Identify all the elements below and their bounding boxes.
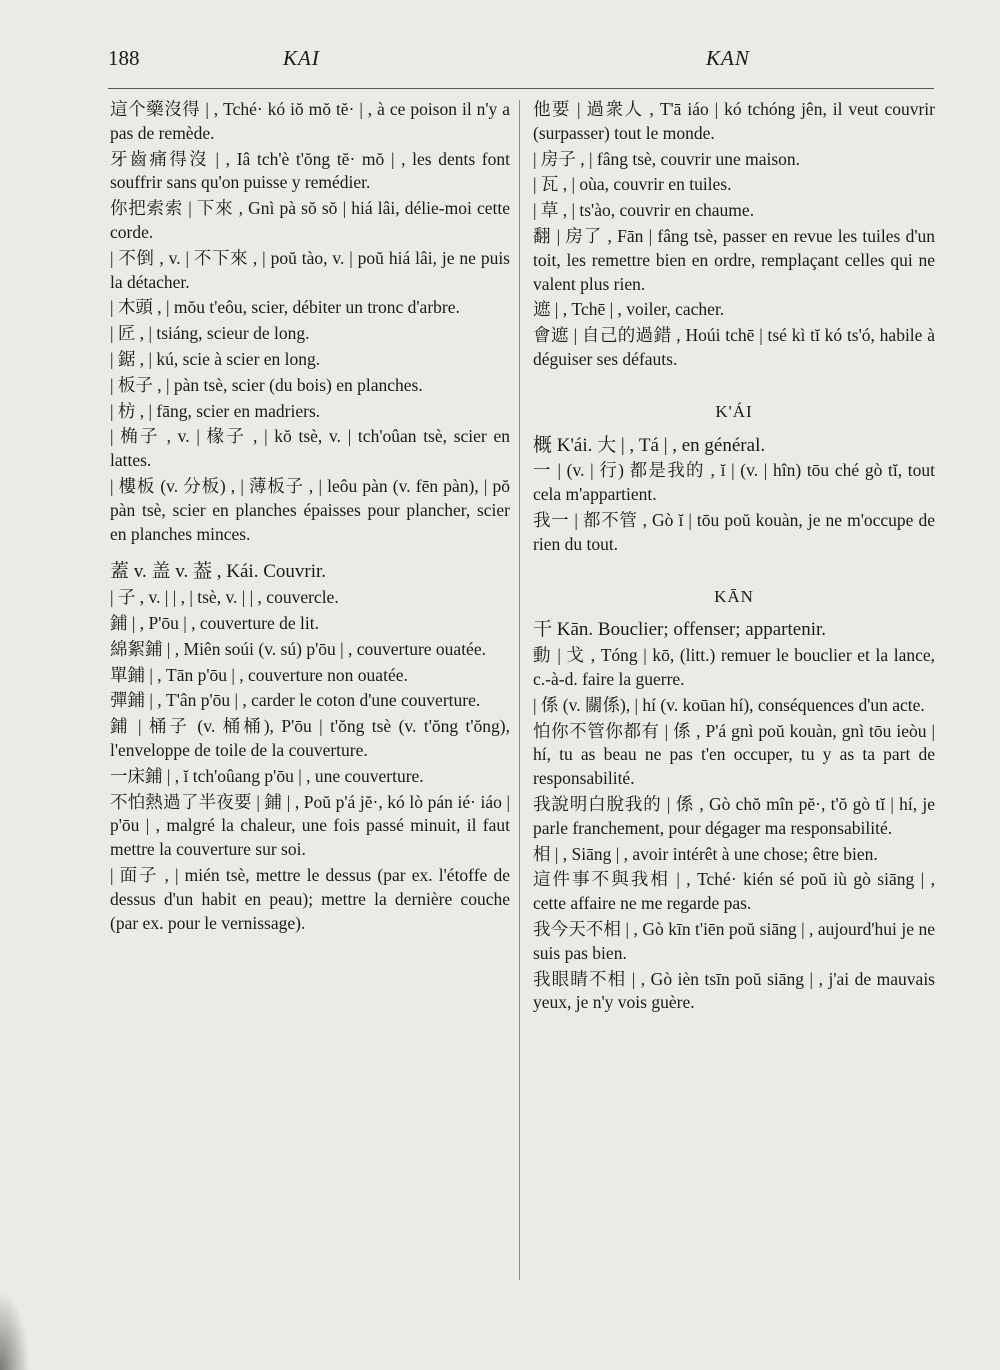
entry: 怕你不管你都有 | 係 , P'á gnì poŭ kouàn, gnì tōu ieòu | hí, tu as beau ne pas t'en occuper, tu y as ta part de responsabilité. xyxy=(533,720,935,789)
column-divider xyxy=(519,100,520,1280)
entry: 他要 | 過衆人 , T'ā iáo | kó tchóng jên, il veut couvrir (surpasser) tout le monde. xyxy=(533,99,935,143)
entry: 我今天不相 | , Gò kīn t'iēn poŭ siāng | , aujourd'hui je ne suis pas bien. xyxy=(533,918,935,963)
entry: | 係 (v. 關係), | hí (v. koūan hí), conséquences d'un acte. xyxy=(533,694,925,715)
entry: 這个藥沒得 | , Tché· kó iŏ mŏ tĕ· | , à ce poison il n'y a pas de remède. xyxy=(110,99,510,143)
entry: 一 | (v. | 行) 都是我的 , ĭ | (v. | hîn) tōu ché gò tĭ, tout cela m'appartient. xyxy=(533,460,935,505)
header-rule xyxy=(108,88,934,89)
entry: | 面子 , | mién tsè, mettre le dessus (par ex. l'étoffe de dessus d'un habit en peau); mettre la dernière couche (par ex. pour le vernissage). xyxy=(110,864,510,933)
entry: 牙齒痛得沒 | , Iâ tch'è t'ŏng tĕ· mŏ | , les dents font souffrir sans qu'on puisse y remédier. xyxy=(110,148,510,193)
entry: 綿絮鋪 | , Miên soúi (v. sú) p'ōu | , couverture ouatée. xyxy=(110,638,486,659)
entry: 遮 | , Tchē | , voiler, cacher. xyxy=(533,299,725,320)
page-edge-shadow xyxy=(0,1290,30,1370)
left-column xyxy=(110,98,510,937)
entry: | 房子 , | fâng tsè, couvrir une maison. xyxy=(533,148,801,169)
entry: 我說明白脫我的 | 係 , Gò chŏ mîn pĕ·, t'ŏ gò tĭ | hí, je parle franchement, pour dégager ma responsabilité. xyxy=(533,793,935,838)
entry: | 子 , v. | | , | tsè, v. | | , couvercle. xyxy=(110,587,339,608)
entry: | 枋 , | fāng, scier en madriers. xyxy=(110,400,321,421)
headword-entry: 干 Kān. Bouclier; offenser; appartenir. xyxy=(533,619,826,641)
entry: 一床鋪 | , ĭ tch'oûang p'ōu | , une couverture. xyxy=(110,765,424,786)
headword-entry: 概 K'ái. 大 | , Tá | , en général. xyxy=(533,434,766,456)
page-header xyxy=(108,46,934,76)
entry: | 鋸 , | kú, scie à scier en long. xyxy=(110,348,321,369)
headword-entry: 蓋 v. 盖 v. 葢 , Kái. Couvrir. xyxy=(110,561,327,583)
entry: | 匠 , | tsiáng, scieur de long. xyxy=(110,323,310,344)
entry: 你把索索 | 下來 , Gnì pà sŏ sŏ | hiá lâi, délie-moi cette corde. xyxy=(110,198,510,242)
right-running-head: KAN xyxy=(706,46,750,70)
entry: | 樓板 (v. 分板) , | 薄板子 , | leôu pàn (v. fēn pàn), | pŏ pàn tsè, scier en planches épaisses pour plancher, scier en planches minces. xyxy=(110,475,510,544)
right-column xyxy=(533,98,935,1017)
entry: 鋪 | 桶子 (v. 桶桶), P'ōu | t'ŏng tsè (v. t'ŏng t'ŏng), l'enveloppe de toile de la couverture. xyxy=(110,716,510,760)
entry: 單鋪 | , Tān p'ōu | , couverture non ouatée. xyxy=(110,664,408,685)
section-heading-kai: K'ÁI xyxy=(715,401,753,421)
entry: 鋪 | , P'ōu | , couverture de lit. xyxy=(110,612,319,633)
entry: | 板子 , | pàn tsè, scier (du bois) en planches. xyxy=(110,374,423,395)
entry: | 草 , | ts'ào, couvrir en chaume. xyxy=(533,200,755,221)
page-number: 188 xyxy=(108,46,140,70)
entry: 彈鋪 | , T'ân p'ōu | , carder le coton d'une couverture. xyxy=(110,690,481,711)
entry: 相 | , Siāng | , avoir intérêt à une chose; être bien. xyxy=(533,843,878,864)
entry: 這件事不與我相 | , Tché· kién sé poŭ iù gò siāng | , cette affaire ne me regarde pas. xyxy=(533,869,935,914)
entry: | 木頭 , | mŏu t'eôu, scier, débiter un tronc d'arbre. xyxy=(110,297,460,318)
left-running-head: KAI xyxy=(283,46,320,70)
section-heading-kan: KĀN xyxy=(714,586,754,606)
entry: | 不倒 , v. | 不下來 , | poŭ tào, v. | poŭ hiá lâi, je ne puis la détacher. xyxy=(110,247,510,292)
entry: 我眼睛不相 | , Gò ièn tsīn poŭ siāng | , j'ai de mauvais yeux, je n'y vois guère. xyxy=(533,968,935,1013)
entry: | 桷子 , v. | 椽子 , | kŏ tsè, v. | tch'oûan tsè, scier en lattes. xyxy=(110,426,510,471)
entry: 動 | 戈 , Tóng | kō, (litt.) remuer le bouclier et la lance, c.-à-d. faire la guerre. xyxy=(533,645,935,689)
entry: 翻 | 房了 , Fān | fâng tsè, passer en revue les tuiles d'un toit, les remettre bien en ordre, remplaçant celles qui ne valent plus rien. xyxy=(533,225,935,294)
entry: 我一 | 都不管 , Gò ĭ | tōu poŭ kouàn, je ne m'occupe de rien du tout. xyxy=(533,509,935,554)
entry: | 瓦 , | oùa, couvrir en tuiles. xyxy=(533,174,732,195)
entry: 會遮 | 自己的過錯 , Hoúi tchē | tsé kì tĭ kó ts'ó, habile à déguiser ses défauts. xyxy=(533,325,935,369)
entry: 不怕熱過了半夜要 | 鋪 | , Poŭ p'á jĕ·, kó lò pán ié· iáo | p'ōu | , malgré la chaleur, une fois passé minuit, il faut mettre la couverture sur soi. xyxy=(110,791,510,860)
